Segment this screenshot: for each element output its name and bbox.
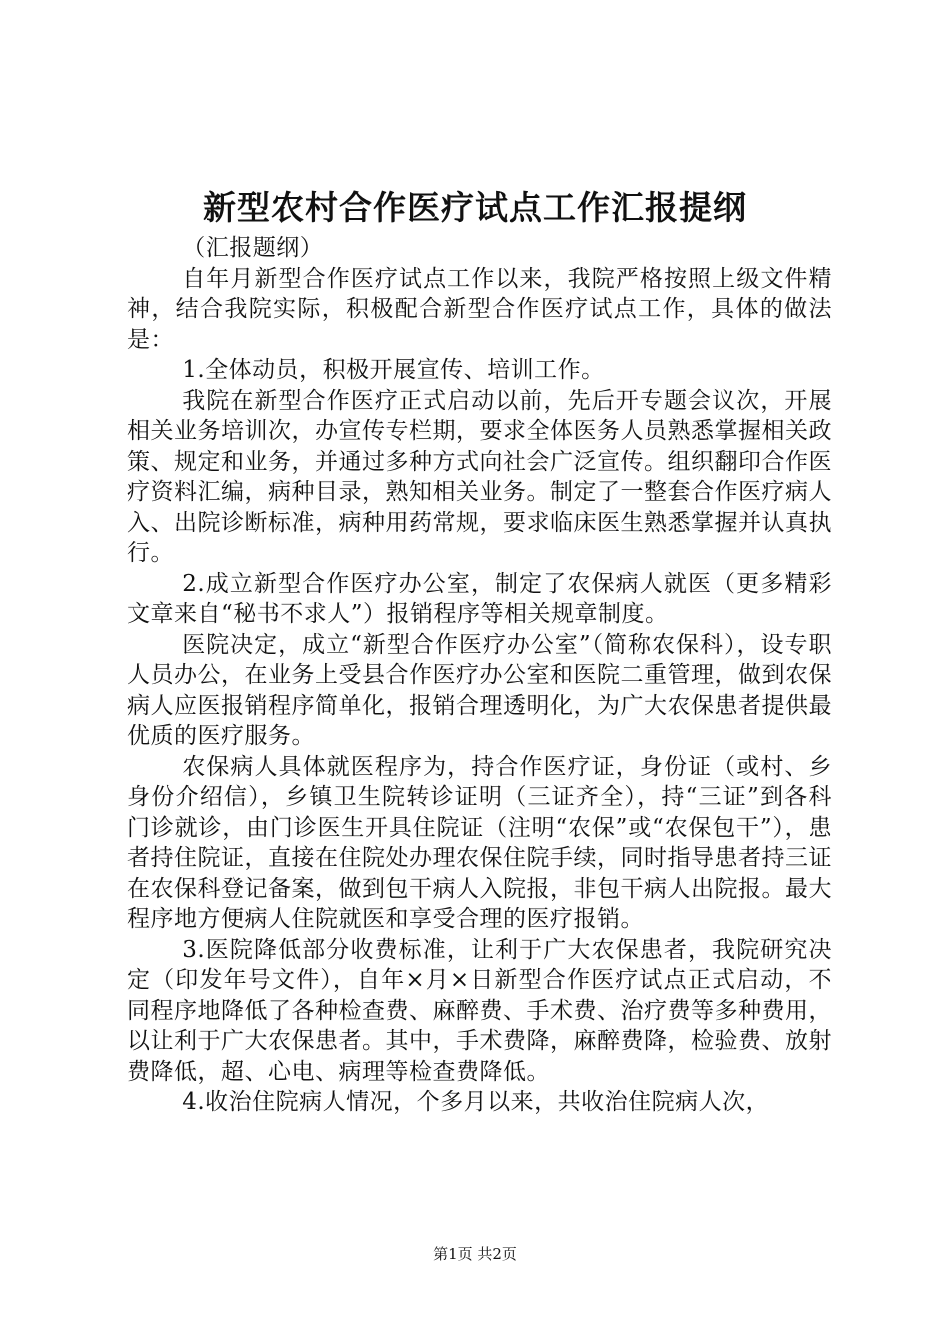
page-footer xyxy=(0,1242,950,1266)
paragraph-heading-1: 1.全体动员，积极开展宣传、培训工作。 xyxy=(182,357,605,383)
paragraph-body-2: 医院决定，成立“新型合作医疗办公室”（简称农保科），设专职人员办公，在业务上受县合作医疗办公室和医院二重管理，做到农保病人应医报销程序简单化，报销合理透明化，为广大农保患者提供最优质的医疗服务。 xyxy=(127,631,832,749)
document-title: 新型农村合作医疗试点工作汇报提纲 xyxy=(203,188,747,227)
page-number: 第1页 共2页 xyxy=(433,1245,517,1263)
document-body xyxy=(127,233,832,1118)
paragraph-heading-3: 3.医院降低部分收费标准，让利于广大农保患者，我院研究决定（印发年号文件），自年×月×日新型合作医疗试点正式启动，不同程序地降低了各种检查费、麻醉费、手术费、治疗费等多种费用，以让利于广大农保患者。其中，手术费降，麻醉费降，检验费、放射费降低，超、心电、病理等检查费降低。 xyxy=(127,936,832,1085)
paragraph-body-3: 农保病人具体就医程序为，持合作医疗证，身份证（或村、乡身份介绍信），乡镇卫生院转诊证明（三证齐全），持“三证”到各科门诊就诊，由门诊医生开具住院证（注明“农保”或“农保包干”），患者持住院证，直接在住院处办理农保住院手续，同时指导患者持三证在农保科登记备案，做到包干病人入院报，非包干病人出院报。最大程序地方便病人住院就医和享受合理的医疗报销。 xyxy=(127,753,832,932)
paragraph-heading-4: 4.收治住院病人情况，个多月以来，共收治住院病人次， xyxy=(182,1089,770,1115)
paragraph-subtitle: （汇报题纲） xyxy=(182,235,324,261)
paragraph-body-1: 我院在新型合作医疗正式启动以前，先后开专题会议次，开展相关业务培训次，办宣传专栏期，要求全体医务人员熟悉掌握相关政策、规定和业务，并通过多种方式向社会广泛宣传。组织翻印合作医疗资料汇编，病种目录，熟知相关业务。制定了一整套合作医疗病人入、出院诊断标准，病种用药常规，要求临床医生熟悉掌握并认真执行。 xyxy=(127,387,832,566)
paragraph-intro: 自年月新型合作医疗试点工作以来，我院严格按照上级文件精神，结合我院实际，积极配合新型合作医疗试点工作，具体的做法是： xyxy=(127,265,832,353)
paragraph-heading-2: 2.成立新型合作医疗办公室，制定了农保病人就医（更多精彩文章来自“秘书不求人”）报销程序等相关规章制度。 xyxy=(127,570,832,627)
